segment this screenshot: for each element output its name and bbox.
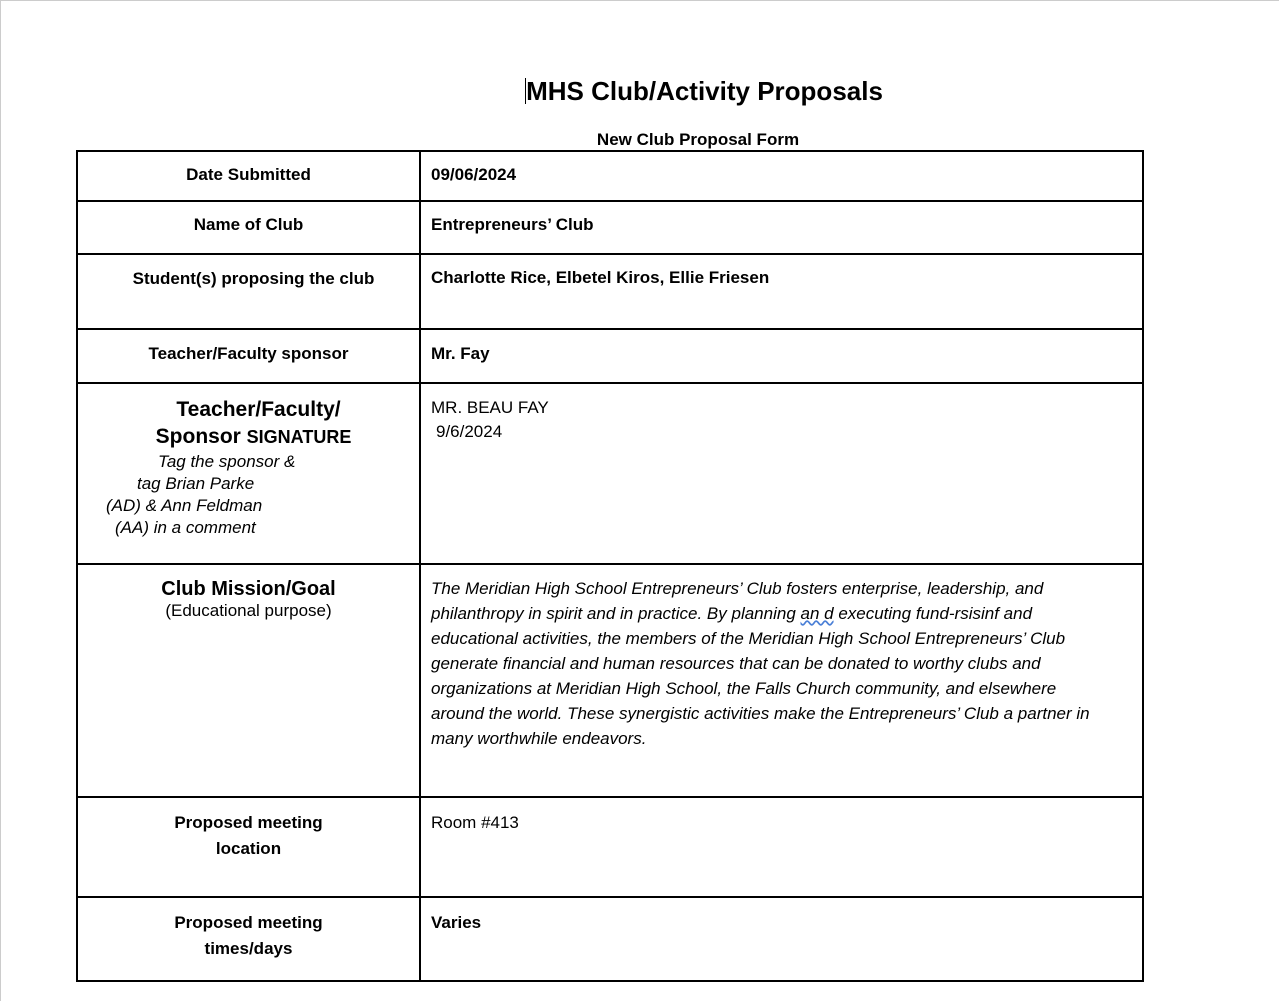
signature-name: MR. BEAU FAY [431, 398, 549, 417]
spellcheck-flag[interactable]: an d [800, 604, 834, 623]
signature-note-3: (AD) & Ann Feldman [106, 496, 263, 515]
label-club-name: Name of Club [77, 201, 420, 254]
label-sponsor: Teacher/Faculty sponsor [77, 329, 420, 383]
times-label-line1: Proposed meeting [174, 913, 323, 932]
signature-date: 9/6/2024 [436, 422, 503, 441]
mission-text: executing fund-rsisinf and [833, 604, 1033, 623]
label-students: Student(s) proposing the club [77, 254, 420, 329]
location-label-line1: Proposed meeting [174, 813, 323, 832]
row-sponsor [77, 329, 1143, 383]
value-students[interactable]: Charlotte Rice, Elbetel Kiros, Ellie Friesen [420, 254, 1143, 329]
row-location [77, 797, 1143, 897]
document-subtitle: New Club Proposal Form [596, 130, 800, 149]
mission-line: around the world. These synergistic activities make the Entrepreneurs’ Club a partner in [431, 704, 1090, 723]
row-signature [77, 383, 1143, 564]
mission-label: Club Mission/Goal [161, 578, 336, 600]
mission-line: organizations at Meridian High School, the Falls Church community, and elsewhere [431, 679, 1057, 698]
value-location[interactable]: Room #413 [420, 797, 1143, 897]
mission-sublabel: (Educational purpose) [165, 601, 332, 620]
signature-label-line2 [78, 423, 419, 451]
value-sponsor[interactable]: Mr. Fay [420, 329, 1143, 383]
document-title[interactable] [0, 76, 1280, 107]
signature-note-2: tag Brian Parke [137, 474, 255, 493]
mission-line [431, 601, 1142, 626]
label-mission [77, 564, 420, 797]
proposal-form-table [76, 150, 1144, 982]
label-date-submitted: Date Submitted [77, 151, 420, 201]
row-mission [77, 564, 1143, 797]
value-mission[interactable] [420, 564, 1143, 797]
value-date-submitted[interactable]: 09/06/2024 [420, 151, 1143, 201]
signature-label-signature: SIGNATURE [246, 427, 352, 447]
mission-line: many worthwhile endeavors. [431, 729, 647, 748]
row-students [77, 254, 1143, 329]
location-label-line2: location [215, 839, 282, 858]
mission-line: generate financial and human resources that can be donated to worthy clubs and [431, 654, 1041, 673]
times-label-line2: times/days [204, 939, 293, 958]
value-club-name[interactable]: Entrepreneurs’ Club [420, 201, 1143, 254]
mission-line: The Meridian High School Entrepreneurs’ Club fosters enterprise, leadership, and [431, 579, 1044, 598]
label-times [77, 897, 420, 981]
row-club-name [77, 201, 1143, 254]
signature-note-4: (AA) in a comment [115, 518, 256, 537]
signature-note-1: Tag the sponsor & [158, 452, 296, 471]
mission-text: philanthropy in spirit and in practice. By planning [431, 604, 801, 623]
value-signature[interactable] [420, 383, 1143, 564]
value-times[interactable]: Varies [420, 897, 1143, 981]
mission-line: educational activities, the members of the Meridian High School Entrepreneurs’ Club [431, 629, 1066, 648]
title-text: MHS Club/Activity Proposals [526, 76, 883, 106]
row-date-submitted [77, 151, 1143, 201]
signature-label-line1: Teacher/Faculty/ [176, 398, 341, 421]
label-signature [77, 383, 420, 564]
row-times [77, 897, 1143, 981]
label-location [77, 797, 420, 897]
signature-label-sponsor: Sponsor [155, 425, 241, 448]
